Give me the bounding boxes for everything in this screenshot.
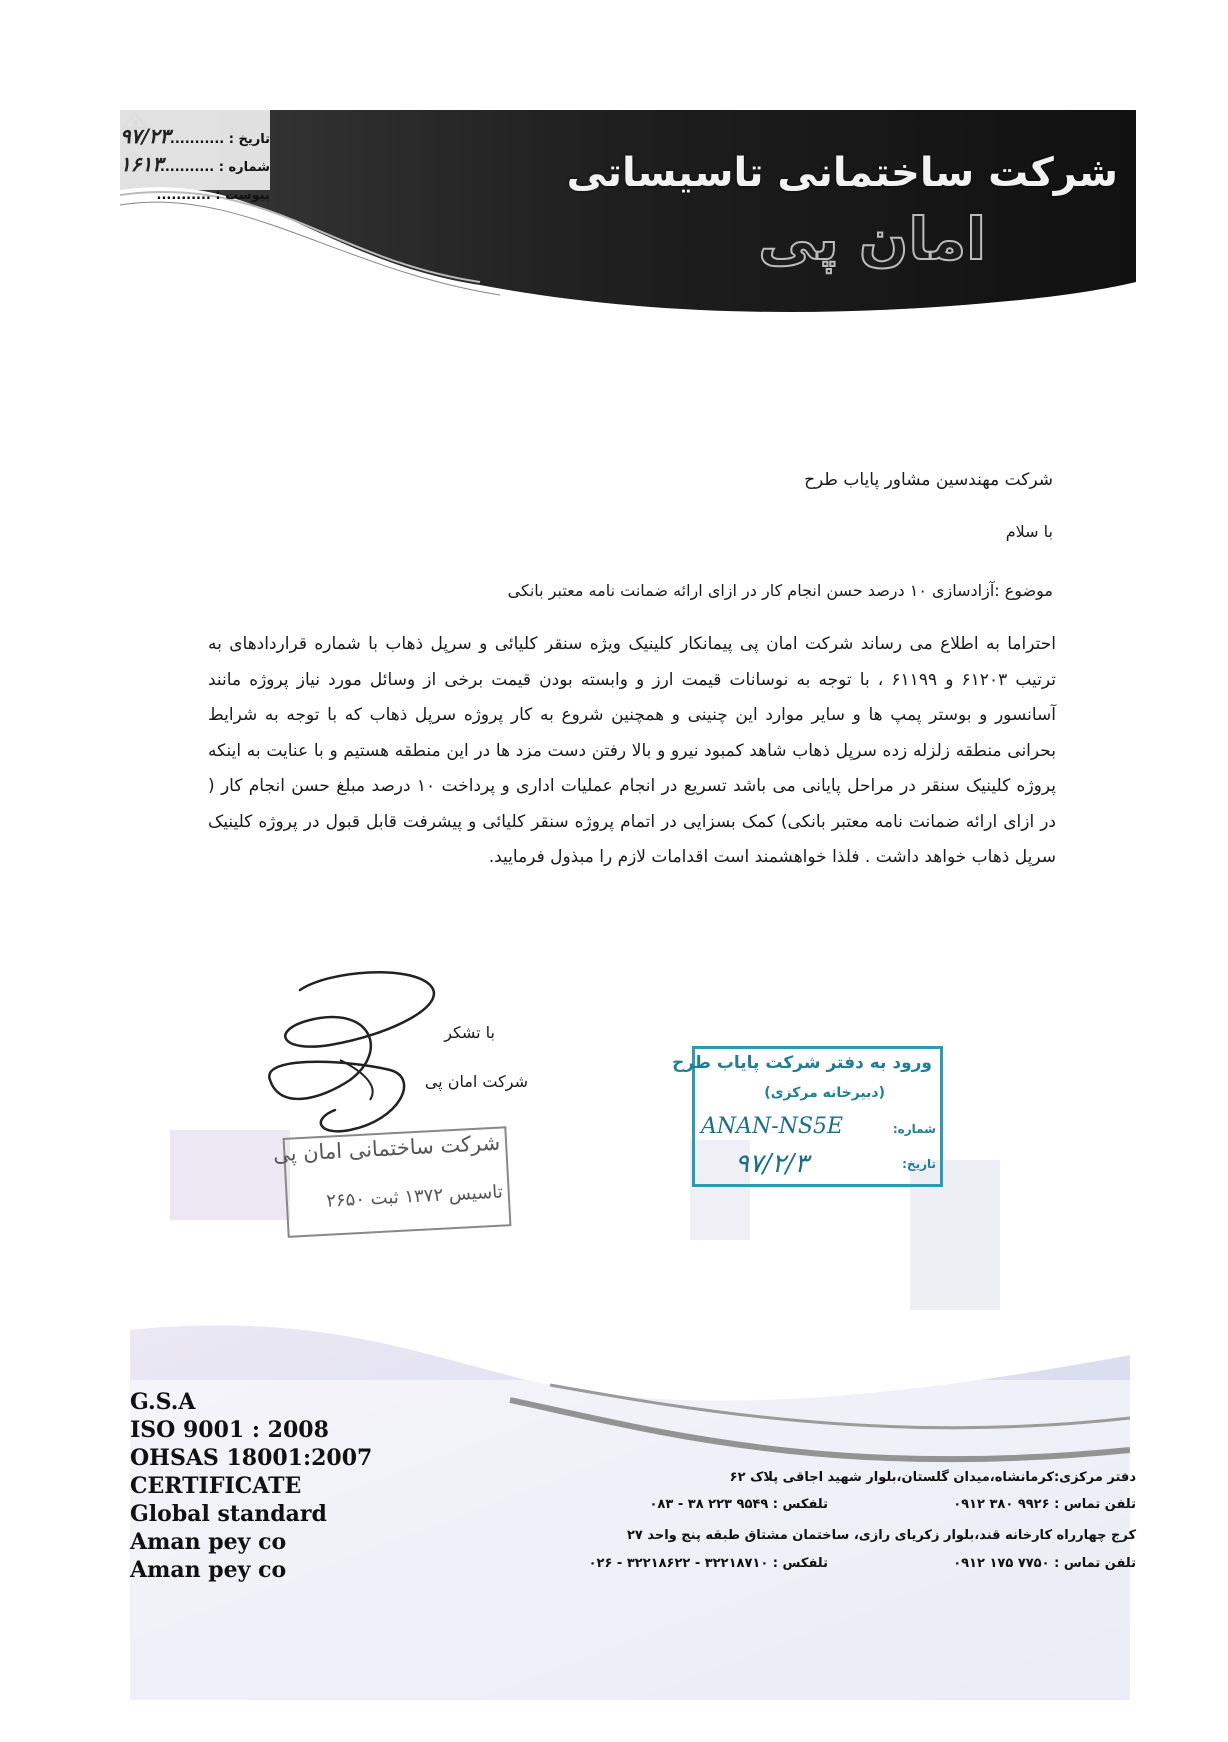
company-stamp-line1: شرکت ساختمانی امان پی bbox=[272, 1130, 501, 1167]
office-phone: تلفن تماس : ۹۹۲۶ ۳۸۰ ۰۹۱۲ bbox=[953, 1497, 1136, 1512]
attachment-label: پیوست : ........... bbox=[156, 188, 270, 203]
received-stamp-date-value: ۹۷/۲/۳ bbox=[735, 1149, 809, 1179]
letterhead-header bbox=[120, 110, 1136, 325]
factory-fax: تلفکس : ۳۲۲۱۸۷۱۰ - ۳۲۲۱۸۶۲۲ - ۰۲۶ bbox=[588, 1556, 828, 1571]
closing: با تشکر bbox=[444, 1023, 495, 1042]
cert-line: Aman pey co bbox=[130, 1557, 287, 1583]
cert-line: Aman pey co bbox=[130, 1529, 287, 1555]
factory-address: کرج چهارراه کارخانه قند،بلوار زکریای رازی، ساختمان مشتاق طبقه پنج واحد ۲۷ bbox=[626, 1528, 1136, 1543]
cert-line: Global standard bbox=[130, 1501, 327, 1527]
attachment-row bbox=[120, 182, 270, 210]
brand-name: امان پی bbox=[758, 205, 986, 273]
subject-line: موضوع :آزادسازی ۱۰ درصد حسن انجام کار در ازای ارائه ضمانت نامه معتبر بانکی bbox=[507, 581, 1053, 600]
received-stamp-title: ورود به دفتر شرکت پایاب طرح bbox=[672, 1053, 932, 1073]
certifications-block bbox=[130, 1388, 372, 1584]
number-value: ۱۶۱۳ bbox=[120, 152, 163, 176]
office-fax: تلفکس : ۹۵۴۹ ۲۲۳ ۳۸ - ۰۸۳ bbox=[649, 1497, 828, 1512]
received-stamp-subtitle: (دبیرخانه مرکزی) bbox=[764, 1085, 885, 1101]
greeting: با سلام bbox=[1005, 522, 1053, 541]
cert-line: G.S.A bbox=[130, 1389, 196, 1415]
factory-phone: تلفن تماس : ۷۷۵۰ ۱۷۵ ۰۹۱۲ bbox=[953, 1556, 1136, 1571]
cert-line: CERTIFICATE bbox=[130, 1473, 302, 1499]
signer-name: شرکت امان پی bbox=[424, 1072, 528, 1091]
received-stamp-date-label: تاریخ: bbox=[902, 1157, 936, 1171]
letter-meta bbox=[120, 126, 270, 210]
office-address: دفتر مرکزی:کرمانشاه،میدان گلستان،بلوار شهید اجاقی پلاک ۶۲ bbox=[729, 1470, 1136, 1485]
letter-body: احتراما به اطلاع می رساند شرکت امان پی پیمانکار کلینیک ویژه سنقر کلیائی و سرپل ذهاب با شماره قراردادهای به ترتیب ۶۱۲۰۳ و ۶۱۱۹۹ ، با توجه به نوسانات قیمت ارز و وابسته بودن قیمت برخی از وسائل مورد نیاز پروژه مانند آسانسور و بوستر پمپ ها و سایر موارد این چنینی و همچنین شروع به کار پروژه سرپل ذهاب که با توجه به شرایط بحرانی منطقه زلزله زده سرپل ذهاب شاهد کمبود نیرو و بالا رفتن دست مزد ها در این منطقه هستیم و با عنایت به اینکه پروژه کلینیک سنقر در مراحل پایانی می باشد تسریع در انجام عملیات اداری و پرداخت ۱۰ درصد مبلغ حسن انجام کار ( در ازای ارائه ضمانت نامه معتبر بانکی) کمک بسزایی در اتمام پروژه سنقر کلیائی و پیشرفت قابل قبول در پروژه کلینیک سرپل ذهاب خواهد داشت . فلذا خواهشمند است اقدامات لازم را مبذول فرمایید. bbox=[208, 634, 1056, 867]
company-stamp-line2: تاسیس ۱۳۷۲ ثبت ۲۶۵۰ bbox=[325, 1181, 504, 1212]
company-name: شرکت ساختمانی تاسیساتی bbox=[566, 150, 1118, 196]
received-stamp bbox=[672, 1046, 943, 1187]
number-label: شماره : ........... bbox=[159, 160, 270, 175]
cert-line: OHSAS 18001:2007 bbox=[130, 1445, 373, 1471]
received-stamp-number-value: ANAN-NS5E bbox=[701, 1114, 844, 1139]
recipient: شرکت مهندسین مشاور پایاب طرح bbox=[804, 470, 1053, 490]
company-stamp bbox=[272, 1126, 513, 1238]
cert-line: ISO 9001 : 2008 bbox=[130, 1417, 329, 1443]
date-label: تاریخ : ........... bbox=[169, 132, 270, 147]
received-stamp-number-label: شماره: bbox=[892, 1122, 936, 1136]
date-value: ۹۷/۲۳ bbox=[120, 124, 171, 148]
number-row bbox=[120, 154, 270, 182]
